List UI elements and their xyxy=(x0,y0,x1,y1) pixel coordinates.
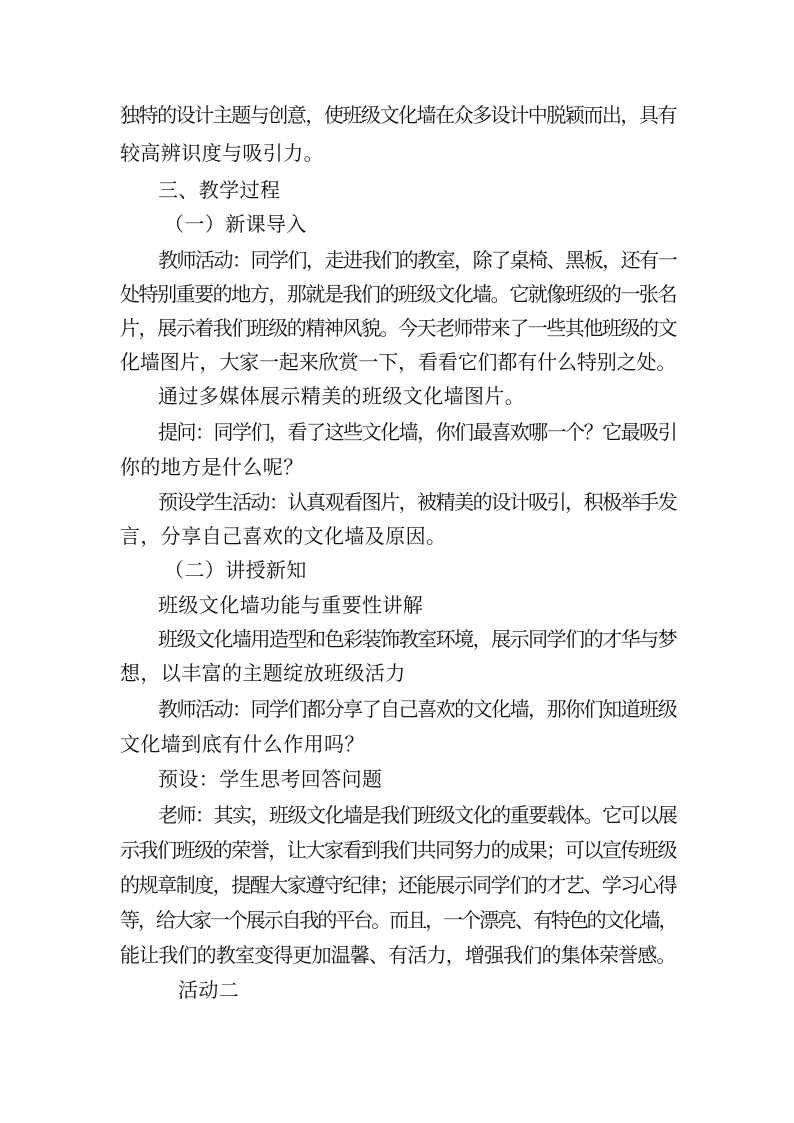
paragraph-line: 文化墙到底有什么作用吗？ xyxy=(120,732,365,756)
section-heading: 三、教学过程 xyxy=(158,178,281,202)
paragraph-line: 片，展示着我们班级的精神风貌。今天老师带来了一些其他班级的文 xyxy=(120,316,676,340)
paragraph-line: 示我们班级的荣誉，让大家看到我们共同努力的成果；可以宣传班级 xyxy=(120,838,676,862)
subsection-heading: （一）新课导入 xyxy=(164,212,307,236)
paragraph-line: 你的地方是什么呢？ xyxy=(120,455,304,479)
paragraph-line: 老师：其实，班级文化墙是我们班级文化的重要载体。它可以展 xyxy=(158,803,677,827)
paragraph-line: 提问：同学们，看了这些文化墙，你们最喜欢哪一个？它最吸引 xyxy=(158,420,677,444)
paragraph-line: 言，分享自己喜欢的文化墙及原因。 xyxy=(120,524,447,548)
paragraph-line: 等，给大家一个展示自我的平台。而且，一个漂亮、有特色的文化墙， xyxy=(120,908,677,932)
paragraph-line: 能让我们的教室变得更加温馨、有活力，增强我们的集体荣誉感。 xyxy=(120,943,676,967)
paragraph-line: 预设学生活动：认真观看图片，被精美的设计吸引，积极举手发 xyxy=(158,490,677,514)
paragraph-line: 较高辨识度与吸引力。 xyxy=(120,141,324,165)
paragraph-line: 班级文化墙用造型和色彩装饰教室环境，展示同学们的才华与梦 xyxy=(158,627,677,651)
paragraph-line: 班级文化墙功能与重要性讲解 xyxy=(158,593,424,617)
paragraph-line: 想，以丰富的主题绽放班级活力 xyxy=(120,661,406,685)
paragraph-line: 化墙图片，大家一起来欣赏一下，看看它们都有什么特别之处。 xyxy=(120,350,677,374)
paragraph-line: 处特别重要的地方，那就是我们的班级文化墙。它就像班级的一张名 xyxy=(120,282,676,306)
subsection-heading: （二）讲授新知 xyxy=(164,558,307,582)
paragraph-line: 教师活动：同学们都分享了自己喜欢的文化墙，那你们知道班级 xyxy=(158,697,677,721)
paragraph-line: 预设：学生思考回答问题 xyxy=(158,767,383,791)
activity-heading: 活动二 xyxy=(178,978,240,1002)
paragraph-line: 通过多媒体展示精美的班级文化墙图片。 xyxy=(158,384,526,408)
paragraph-line: 教师活动：同学们，走进我们的教室，除了桌椅、黑板，还有一 xyxy=(158,248,677,272)
paragraph-line: 的规章制度，提醒大家遵守纪律；还能展示同学们的才艺、学习心得 xyxy=(120,873,676,897)
paragraph-line: 独特的设计主题与创意，使班级文化墙在众多设计中脱颖而出，具有 xyxy=(120,103,676,127)
